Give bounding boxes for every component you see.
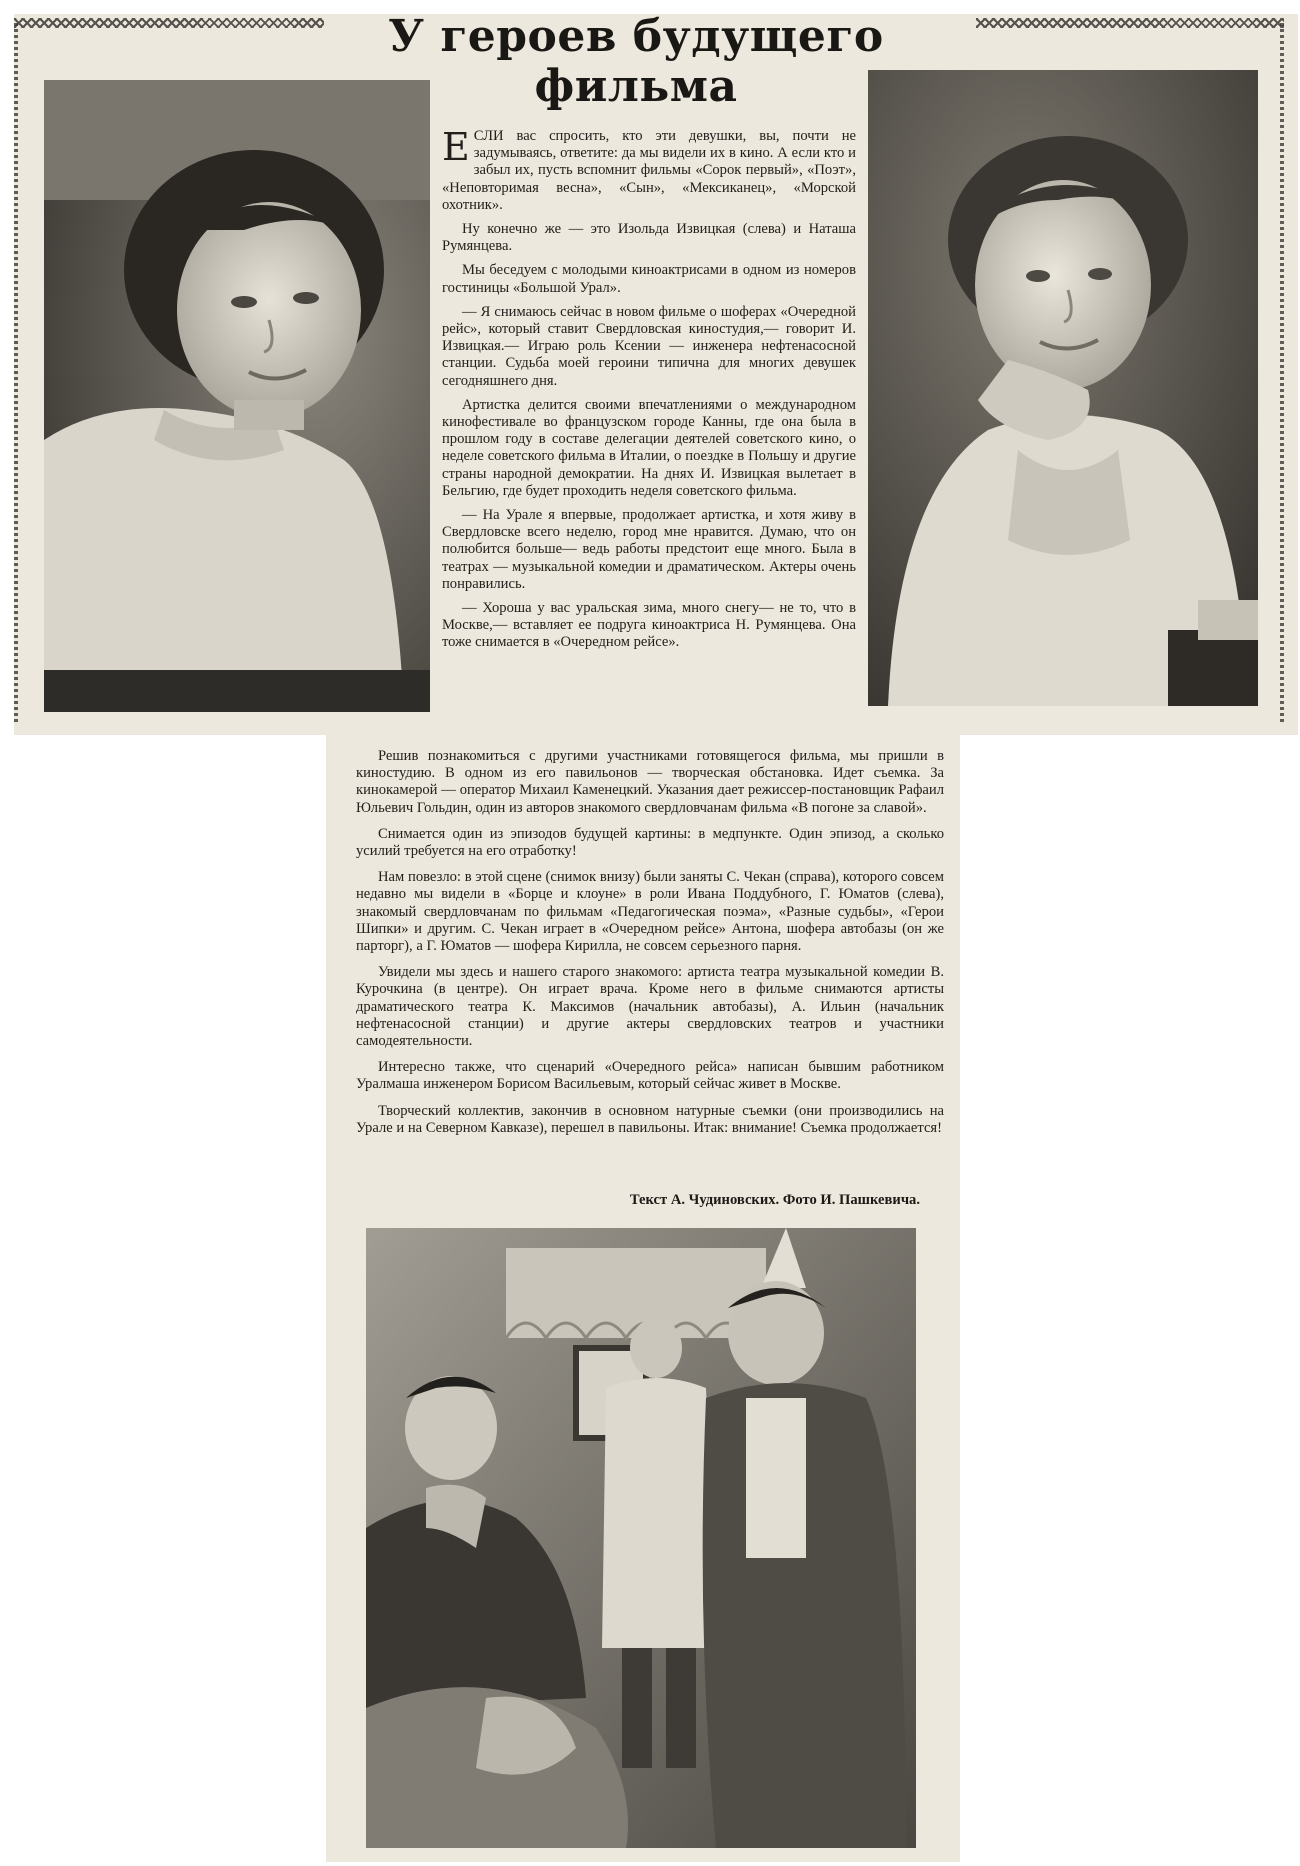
headline-line-2: фильма [534,61,738,112]
frame-top-left-border [14,18,324,28]
article-paragraph: Решив познакомиться с другими участниками готовящегося фильма, мы пришли в киностудию. В одном из его павильонов — творческая обстановка. Идет съемка. За кинокамерой — оператор Михаил Каменецкий. Указания дает режиссер-постановщик Рафаил Юльевич Гольдин, один из авторов знакомого свердловчанам фильма «В погоне за славой». [356,748,944,816]
photo-right-portrait [868,70,1258,706]
article-paragraph: Интересно также, что сценарий «Очередного рейса» написан бывшим работником Уралмаша инженером Борисом Васильевым, который сейчас живет в Москве. [356,1059,944,1093]
article-paragraph: ЕСЛИ вас спросить, кто эти девушки, вы, почти не задумываясь, ответите: да мы видели их в кино. А если кто и забыл их, пусть вспомнит фильмы «Сорок первый», «Поэт», «Неповторимая весна», «Сын», «Мексиканец», «Морской охотник». [442,125,856,213]
photo-bottom-scene [366,1228,916,1848]
frame-right-border [1280,22,1284,722]
frame-top-right-border [976,18,1284,28]
article-headline [386,12,886,112]
headline-line-1: У героев будущего [388,11,884,62]
frame-left-border [14,22,18,722]
photo-left-portrait [44,80,430,712]
article-paragraph: Артистка делится своими впечатлениями о международном кинофестивале во французском городе Канны, где она была в прошлом году в составе делегации деятелей советского кино, о неделе советского фильма в Италии, о поездке в Польшу и другие страны народной демократии. На днях И. Извицкая вылетает в Бельгию, где будет проходить неделя советского фильма. [442,396,856,499]
article-paragraph: Снимается один из эпизодов будущей картины: в медпункте. Один эпизод, а сколько усилий требуется на его отработку! [356,825,944,860]
photo-left-image [44,80,430,712]
article-byline: Текст А. Чудиновских. Фото И. Пашкевича. [629,1192,920,1208]
article-paragraph: Творческий коллектив, закончив в основном натурные съемки (они производились на Урале и на Северном Кавказе), перешел в павильоны. Итак: внимание! Съемка продолжается! [356,1102,944,1136]
article-paragraph: — Хороша у вас уральская зима, много снегу— не то, что в Москве,— вставляет ее подруга киноактриса Н. Румянцева. Она тоже снимается в «Очередном рейсе». [442,600,856,651]
article-paragraph: — На Урале я впервые, продолжает артистка, и хотя живу в Свердловске всего неделю, город мне нравится. Думаю, что он полюбится больше— ведь работы предстоит еще много. Была в театрах — музыкальной комедии и драматическом. Актеры очень понравились. [442,507,856,592]
article-dropcap: Е [442,125,470,169]
article-paragraph: Мы беседуем с молодыми киноактрисами в одном из номеров гостиницы «Большой Урал». [442,262,856,296]
photo-right-image [868,70,1258,706]
article-paragraph: Ну конечно же — это Изольда Извицкая (слева) и Наташа Румянцева. [442,221,856,255]
article-intro-column [442,125,856,659]
article-paragraph: Нам повезло: в этой сцене (снимок внизу) были заняты С. Чекан (справа), которого совсем недавно мы видели в «Борце и клоуне» в роли Ивана Поддубного, Г. Юматов (слева), знакомый свердловчанам по фильмам «Педагогическая поэма», «Разные судьбы», «Герои Шипки» и другим. С. Чекан играет в «Очередном рейсе» Антона, шофера автобазы (он же парторг), а Г. Юматов — шофера Кирилла, не совсем серьезного парня. [356,869,944,955]
article-paragraph: — Я снимаюсь сейчас в новом фильме о шоферах «Очередной рейс», который ставит Свердловская киностудия,— говорит И. Извицкая.— Играю роль Ксении — инженера нефтенасосной станции. Судьба моей героини типична для многих девушек сегодняшнего дня. [442,303,856,389]
photo-bottom-image [366,1228,916,1848]
article-main-column [356,748,944,1146]
article-paragraph: Увидели мы здесь и нашего старого знакомого: артиста театра музыкальной комедии В. Курочкина (в центре). Он играет врача. Кроме него в фильме снимаются артисты драматического театра К. Максимов (начальник автобазы), А. Ильин (начальник нефтенасосной станции) и другие актеры свердловских театров и участники самодеятельности. [356,964,944,1050]
